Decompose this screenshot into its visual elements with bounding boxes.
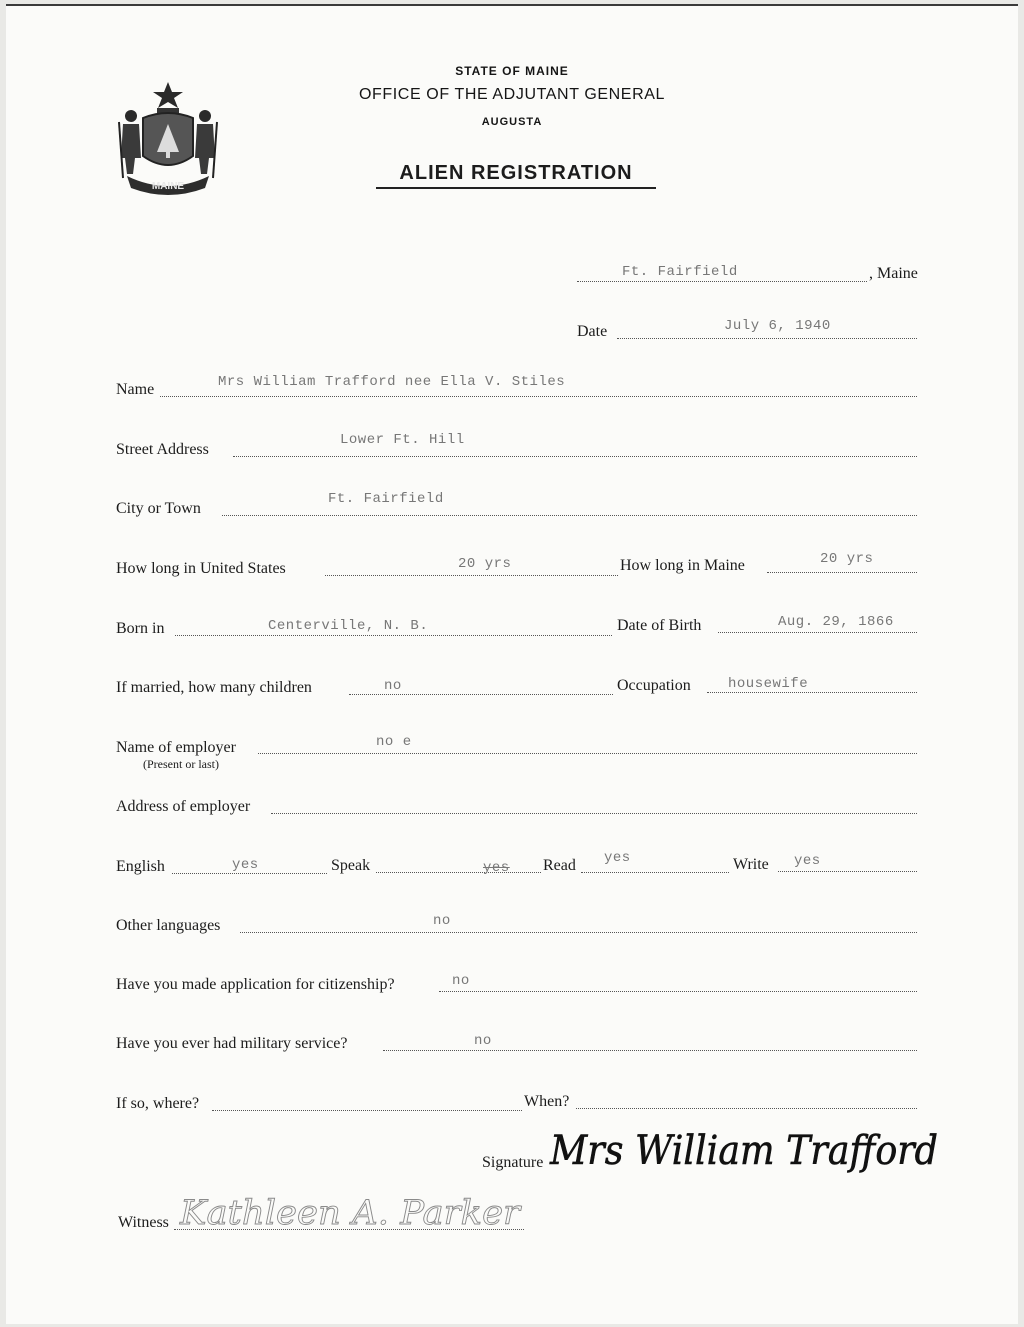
born-label: Born in: [116, 620, 165, 637]
employer-label: Name of employer: [116, 739, 236, 756]
read-label: Read: [543, 857, 576, 874]
us-duration-value[interactable]: 20 yrs: [458, 556, 512, 572]
date-line: [617, 338, 917, 339]
employer-value[interactable]: no e: [376, 734, 412, 750]
dob-value[interactable]: Aug. 29, 1866: [778, 614, 894, 630]
english-line: [172, 873, 327, 874]
speak-value[interactable]: yes: [483, 860, 510, 876]
english-value[interactable]: yes: [232, 857, 259, 873]
read-value[interactable]: yes: [604, 850, 631, 866]
employer-address-label: Address of employer: [116, 798, 251, 815]
witness-value: Kathleen A. Parker: [178, 1193, 522, 1233]
place-line: [577, 281, 867, 282]
read-line: [581, 872, 729, 873]
city-heading: AUGUSTA: [481, 116, 543, 128]
street-label: Street Address: [116, 441, 209, 458]
us-duration-label: How long in United States: [116, 560, 286, 577]
name-label: Name: [116, 381, 155, 398]
when-label: When?: [524, 1093, 570, 1110]
children-line: [349, 694, 613, 695]
military-line: [383, 1050, 917, 1051]
form-title: ALIEN REGISTRATION: [376, 162, 656, 189]
occupation-value[interactable]: housewife: [728, 676, 809, 692]
place-value[interactable]: Ft. Fairfield: [622, 264, 738, 280]
maine-duration-line: [767, 572, 917, 573]
signature-label: Signature: [482, 1154, 544, 1171]
witness-handwriting: [176, 1180, 526, 1235]
write-value[interactable]: yes: [794, 853, 821, 869]
employer-address-line: [271, 813, 917, 814]
state-heading: STATE OF MAINE: [455, 64, 569, 78]
employer-line: [258, 753, 917, 754]
dob-label: Date of Birth: [617, 617, 702, 634]
military-label: Have you ever had military service?: [116, 1035, 348, 1052]
english-label: English: [116, 858, 165, 875]
citizenship-line: [439, 991, 917, 992]
occupation-label: Occupation: [617, 677, 691, 694]
other-languages-label: Other languages: [116, 917, 221, 934]
speak-label: Speak: [331, 857, 371, 874]
name-value[interactable]: Mrs William Trafford nee Ella V. Stiles: [218, 374, 566, 390]
maine-duration-value[interactable]: 20 yrs: [820, 551, 874, 567]
street-line: [233, 456, 917, 457]
other-languages-line: [240, 932, 917, 933]
write-line: [778, 871, 917, 872]
write-label: Write: [733, 856, 769, 873]
seal-banner-text: MAINE: [151, 181, 185, 192]
place-suffix: , Maine: [869, 265, 918, 282]
city-line: [222, 515, 917, 516]
name-line: [160, 396, 917, 397]
where-line: [212, 1110, 522, 1111]
office-heading: OFFICE OF THE ADJUTANT GENERAL: [358, 86, 666, 103]
maine-duration-label: How long in Maine: [620, 557, 745, 574]
citizenship-label: Have you made application for citizenship?: [116, 976, 395, 993]
city-value[interactable]: Ft. Fairfield: [328, 491, 444, 507]
children-label: If married, how many children: [116, 679, 312, 696]
military-value[interactable]: no: [474, 1033, 492, 1049]
children-value[interactable]: no: [384, 678, 402, 694]
born-line: [175, 635, 612, 636]
employer-note: (Present or last): [143, 757, 219, 771]
city-label: City or Town: [116, 500, 201, 517]
us-duration-line: [325, 575, 618, 576]
speak-line: [376, 872, 541, 873]
citizenship-value[interactable]: no: [452, 973, 470, 989]
date-value[interactable]: July 6, 1940: [724, 318, 831, 334]
born-value[interactable]: Centerville, N. B.: [268, 618, 429, 634]
witness-label: Witness: [118, 1214, 169, 1231]
occupation-line: [707, 692, 917, 693]
other-languages-value[interactable]: no: [433, 913, 451, 929]
where-label: If so, where?: [116, 1095, 200, 1112]
signature-value: Mrs William Trafford: [549, 1128, 938, 1174]
signature-handwriting: [548, 1118, 948, 1178]
date-label: Date: [577, 323, 608, 340]
street-value[interactable]: Lower Ft. Hill: [340, 432, 465, 448]
when-line: [576, 1108, 917, 1109]
dob-line: [718, 632, 917, 633]
